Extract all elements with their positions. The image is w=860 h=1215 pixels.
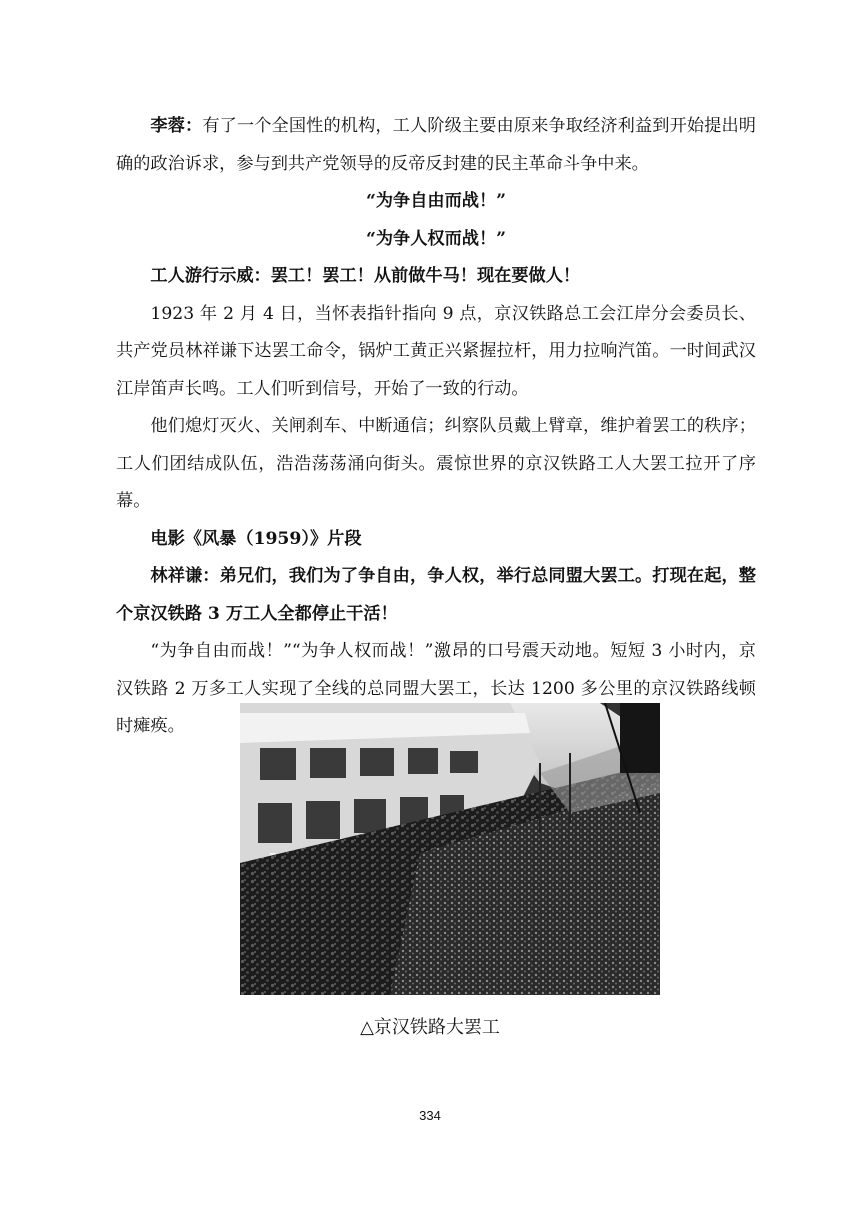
paragraph-li-rong bbox=[116, 108, 756, 183]
paragraph-text: 有了一个全国性的机构，工人阶级主要由原来争取经济利益到开始提出明确的政治诉求，参与到共产党领导的反帝反封建的民主革命斗争中来。 bbox=[116, 116, 756, 174]
paragraph-film-clip: 电影《风暴（1959）》片段 bbox=[150, 528, 362, 549]
figure-caption: △京汉铁路大罢工 bbox=[360, 1017, 500, 1038]
page-number: 334 bbox=[419, 1108, 441, 1123]
paragraph-strike-order: 1923 年 2 月 4 日，当怀表指针指向 9 点，京汉铁路总工会江岸分会委员长、共产党员林祥谦下达罢工命令，锅炉工黄正兴紧握拉杆，用力拉响汽笛。一时间武汉江岸笛声长鸣。工人们听到信号，开始了一致的行动。 bbox=[116, 303, 756, 399]
slogan-human-rights: “为争人权而战！” bbox=[365, 228, 507, 249]
paragraph-strike-begins: 他们熄灯灭火、关闸刹车、中断通信；纠察队员戴上臂章，维护着罢工的秩序；工人们团结成队伍，浩浩荡荡涌向街头。震惊世界的京汉铁路工人大罢工拉开了序幕。 bbox=[116, 416, 756, 511]
body-text bbox=[116, 108, 756, 746]
paragraph-workers-protest: 工人游行示威：罢工！罢工！从前做牛马！现在要做人！ bbox=[150, 266, 581, 286]
paragraph-lin-xiangqian: 林祥谦：弟兄们，我们为了争自由，争人权，举行总同盟大罢工。打现在起，整个京汉铁路 3 万工人全都停止干活！ bbox=[116, 566, 756, 624]
strike-photo bbox=[240, 703, 660, 995]
slogan-freedom: “为争自由而战！” bbox=[365, 191, 507, 211]
strike-photo-illustration bbox=[240, 703, 660, 995]
speaker-label: 李蓉： bbox=[150, 116, 203, 136]
paragraph-general-strike: “为争自由而战！”“为争人权而战！”激昂的口号震天动地。短短 3 小时内，京汉铁路 2 万多工人实现了全线的总同盟大罢工，长达 1200 多公里的京汉铁路线顿时瘫痪。 bbox=[116, 641, 756, 736]
